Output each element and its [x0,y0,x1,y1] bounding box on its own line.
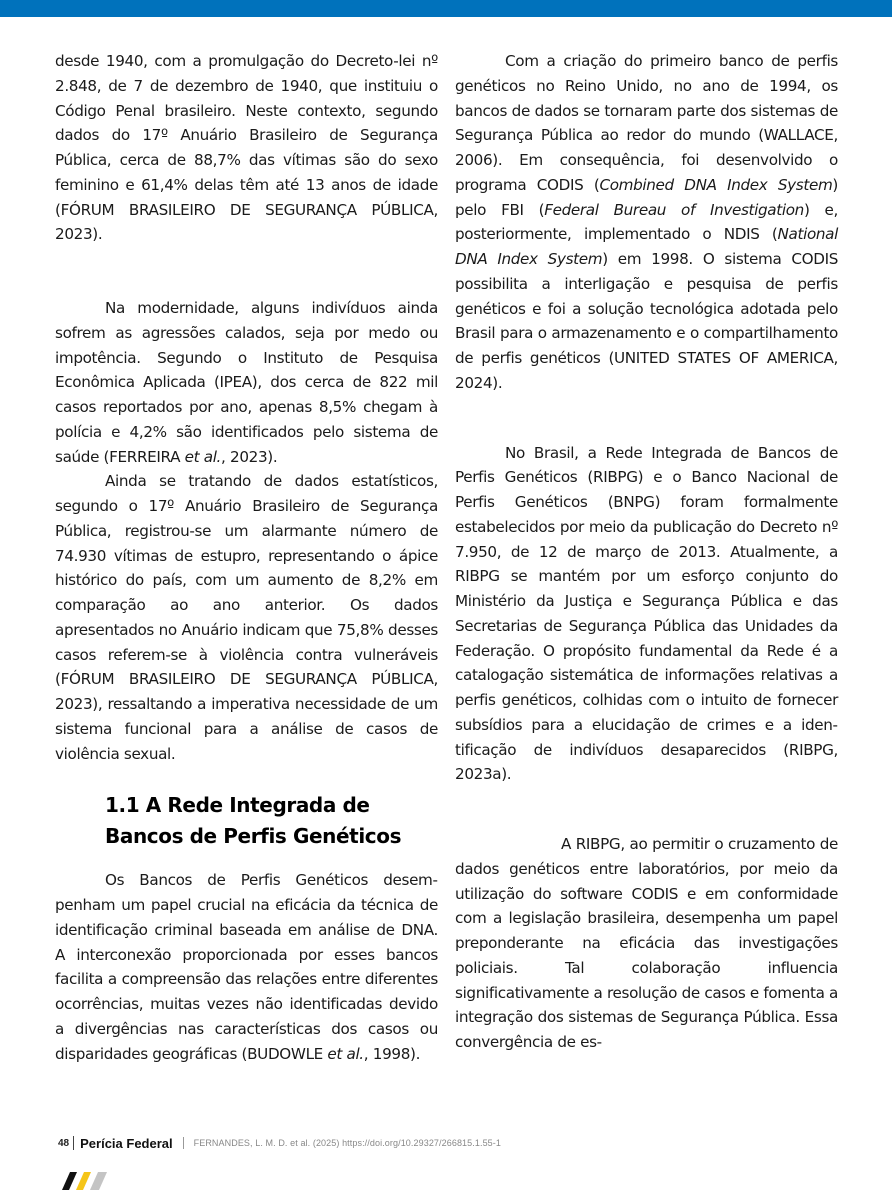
paragraph-ribpg-codis: A RIBPG, ao permitir o cruzamento de dados genéticos entre laboratórios, por meio da utilização do software CODIS e em conformidade com a legislação brasileira, desempenha um papel preponderante na eficácia das investigações policiais. Tal colaboração influencia significativamente a resolução de casos e fomenta a integração dos sistemas de Segurança Pública. Essa convergência de es- [455,835,838,1051]
stripes-logo-icon [62,1172,112,1190]
section-heading: 1.1 A Rede Integrada de Bancos de Perfis Genéticos [105,793,402,849]
citation-doi-link[interactable]: FERNANDES, L. M. D. et al. (2025) https://doi.org/10.29327/266815.1.55-1 [193,1138,501,1148]
paragraph-genetic-banks: Os Bancos de Perfis Genéticos desempenham um papel crucial na eficácia da técnica de identificação criminal baseada em análise de DNA. A interconexão proporcionada por esses bancos facilita a compreensão das relações entre diferentes ocorrências, muitas vezes não identificadas devido a divergências nas características dos casos ou disparidades geográficas (BUDOWLE et al., 1998). [55,871,438,1063]
footer-divider [183,1137,184,1149]
paragraph-ribpg: No Brasil, a Rede Integrada de Bancos de Perfis Genéticos (RIBPG) e o Banco Nacional de Perfis Genéticos (BNPG) foram formalmente estabelecidos por meio da publicação do Decreto nº 7.950, de 12 de março de 2013. Atualmente, a RIBPG se mantém por um esforço conjunto do Ministério da Justiça e Segurança Pública e das Secretarias de Segurança Pública das Unidades da Federação. O propósito fundamental da Rede é a catalogação sistemática de informações relativas a perfis genéticos, colhidas com o intuito de fornecer subsídios para a elucidação de crimes e a identificação de indivíduos desaparecidos (RIBPG, 2023a). [455,443,838,784]
paragraph-codis: Com a criação do primeiro banco de perfis genéticos no Reino Unido, no ano de 1994, os bancos de dados se tornaram parte dos sistemas de Segurança Pública ao redor do mundo (WALLACE, 2006). Em consequência, foi desenvolvido o programa CODIS (Combined DNA Index System) pelo FBI (Federal Bureau of Investigation) e, posteriormente, implementado o NDIS (National DNA Index System) em 1998. O sistema CODIS possibilita a interligação e pesquisa de perfis genéticos e foi a solução tecnológica adotada pelo Brasil para o armazenamento e o compartilhamento de perfis genéticos (UNITED STATES OF AMERICA, 2024). [455,52,839,392]
page-number: 48 [58,1137,70,1149]
top-color-bar [0,0,892,17]
right-column [455,49,838,1055]
left-column [55,49,438,1066]
journal-name: Perícia Federal [80,1135,173,1151]
paragraph-penal-code: desde 1940, com a promulgação do Decreto-lei nº 2.848, de 7 de dezembro de 1940, que instituiu o Código Penal brasileiro. Neste contexto, segundo dados do 17º Anuário Brasileiro de Segurança Pública, cerca de 88,7% das vítimas são do sexo feminino e 61,4% delas têm até 13 anos de idade (FÓRUM BRASILEIRO DE SEGURANÇA PÚBLICA, 2023). [55,52,438,244]
paragraph-ipea: Na modernidade, alguns indivíduos ainda sofrem as agressões calados, seja por medo ou impotência. Segundo o Instituto de Pesquisa Econômica Aplicada (IPEA), dos cerca de 822 mil casos reportados por ano, apenas 8,5% chegam à polícia e 4,2% são identificados pelo sistema de saúde (FERREIRA et al., 2023). [55,299,438,466]
paragraph-statistics: Ainda se tratando de dados estatísticos, segundo o 17º Anuário Brasileiro de Segurança Pública, registrou-se um alarmante número de 74.930 vítimas de estupro, representando o ápice histórico do país, com um aumento de 8,2% em comparação ao ano anterior. Os dados apresentados no Anuário indicam que 75,8% desses casos referem-se à violência contra vulneráveis (FÓRUM BRASILEIRO DE SEGURANÇA PÚBLICA, 2023), ressaltando a imperativa necessidade de um sistema funcional para a análise de casos de violência sexual. [55,472,438,763]
footer-divider [73,1136,74,1150]
page-footer [58,1135,501,1151]
